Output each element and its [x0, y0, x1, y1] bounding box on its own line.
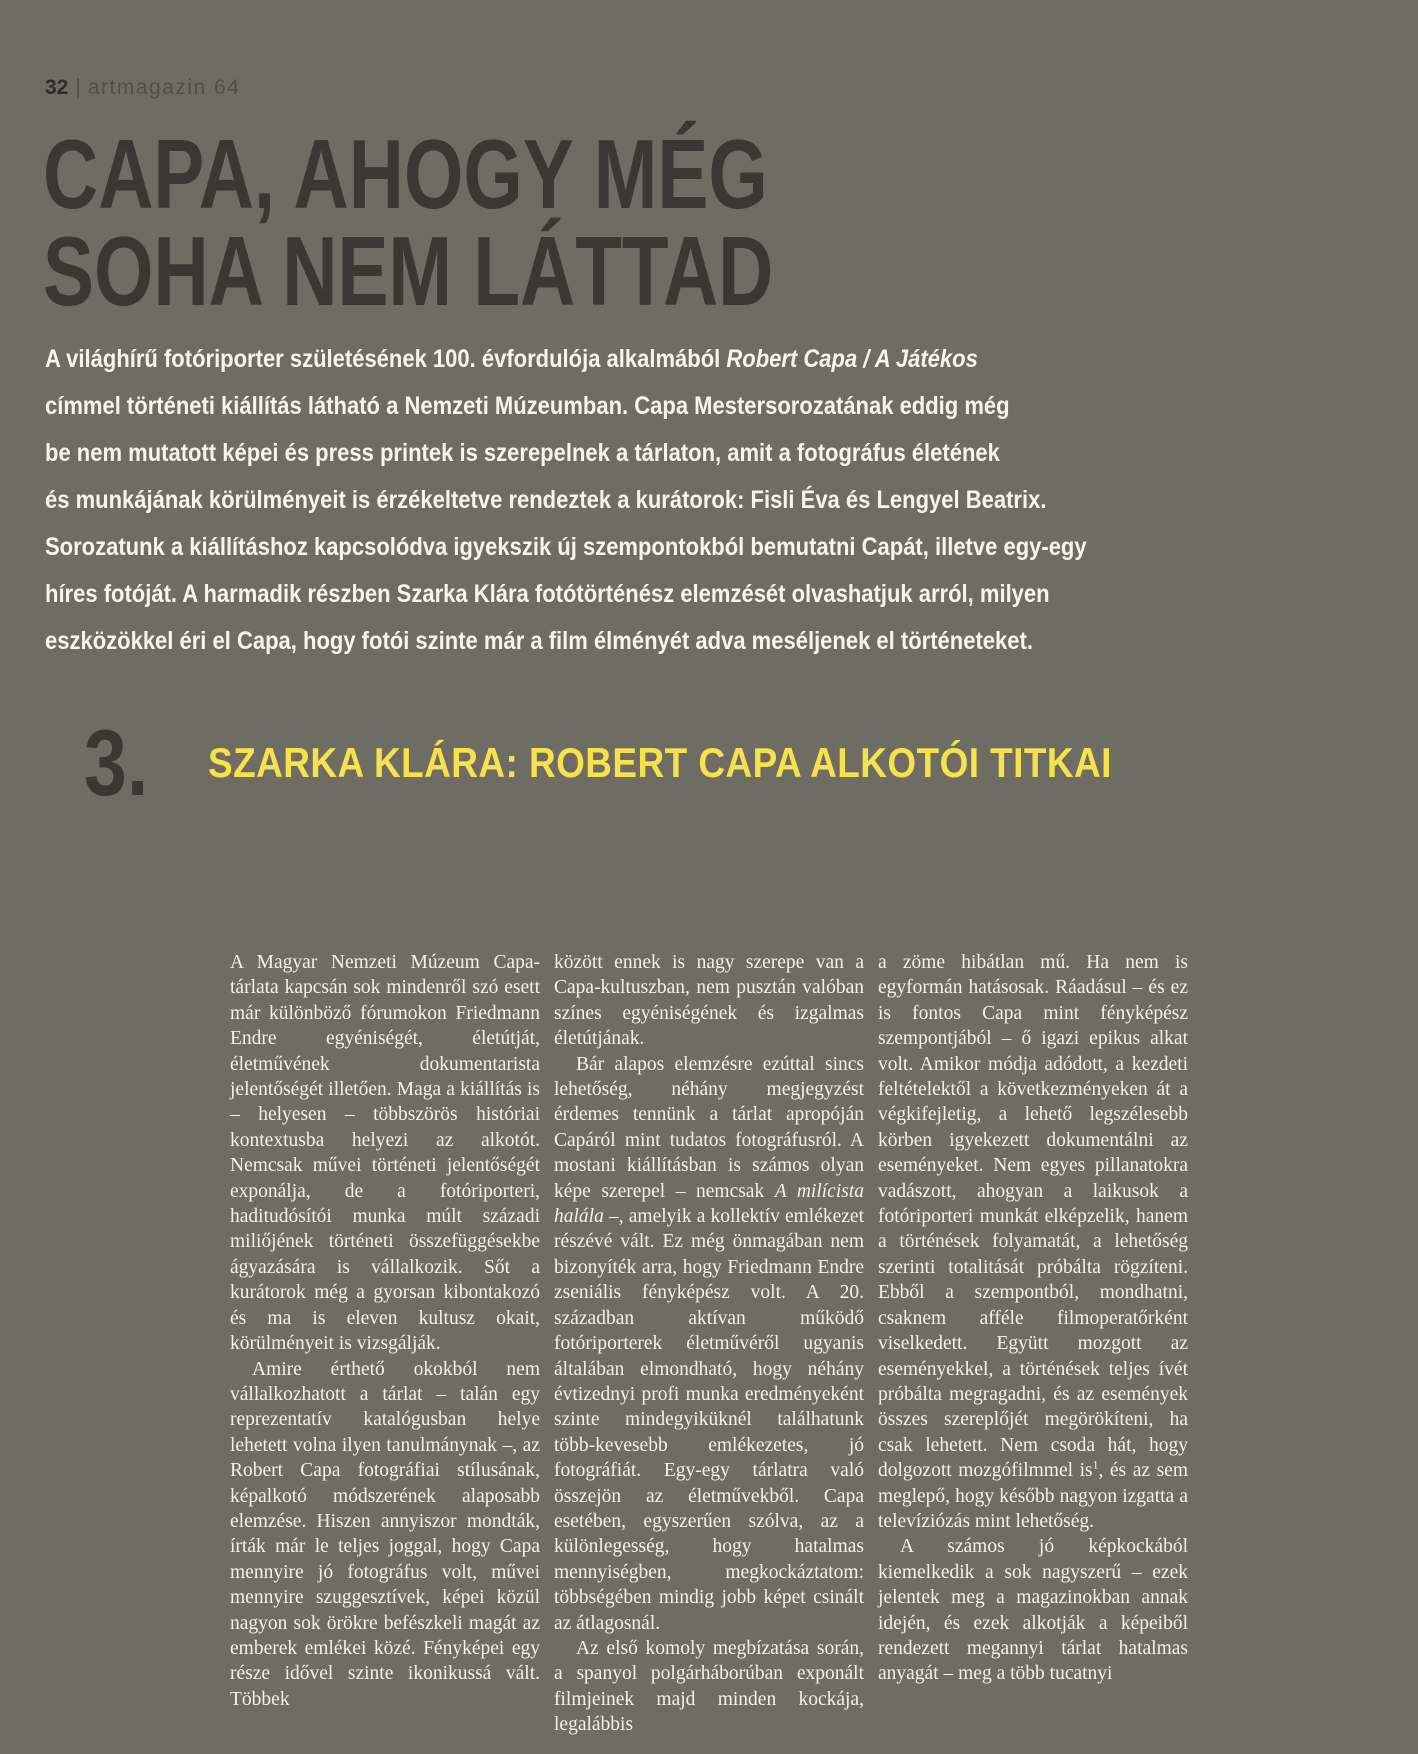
text-segment: A Magyar Nemzeti Múzeum Capa-tárlata kapcsán sok mindenről szó esett már különböző fórumokon Friedmann Endre egyéniségét, életútját, életművének dokumentarista jelentőségét illetően. Maga a kiállítás is – helyesen – többszörös históriai kontextusba helyezi az alkotót. Nemcsak művei történeti jelentőségét exponálja, de a fotóriporteri, haditudósítói munka múlt századi miliőjének történeti összefüggésekbe ágyazására is vállalkozik. Sőt a kurátorok még a gyorsan kibontakozó és ma is eleven kultusz okait, körülményeit is vizsgálják. [230, 952, 540, 1355]
body-paragraph [230, 950, 540, 1357]
lead-line-1 [45, 336, 1087, 383]
article-title-line2: SOHA NEM LÁTTAD [43, 216, 774, 326]
lead-line-5 [45, 524, 1087, 571]
lead-line-2 [45, 383, 1087, 430]
body-paragraph [554, 950, 864, 1052]
body-paragraph [554, 1636, 864, 1738]
text-segment: között ennek is nagy szerepe van a Capa-kultuszban, nem pusztán valóban színes egyéniségének és izgalmas életútjának. [554, 952, 864, 1050]
article-title [43, 119, 979, 326]
text-segment: A milícista halála [554, 1180, 864, 1228]
header-separator: | [75, 76, 81, 99]
text-segment: Robert Capa / A Játékos [726, 345, 978, 373]
body-paragraph [230, 1357, 540, 1713]
text-column-2 [554, 950, 864, 1738]
text-segment: Az első komoly megbízatása során, a spanyol polgárháborúban exponált filmjeinek majd minden kockája, legalábbis [554, 1637, 864, 1736]
lead-paragraph [45, 336, 1229, 665]
text-segment: eszközökkel éri el Capa, hogy fotói szinte már a film élményét adva meséljenek el történeteket. [45, 627, 1033, 655]
section-heading: SZARKA KLÁRA: ROBERT CAPA ALKOTÓI TITKAI [208, 739, 1112, 786]
text-segment: 1 [1092, 1458, 1099, 1472]
article-title-line1: CAPA, AHOGY MÉG [43, 119, 768, 229]
body-paragraph [878, 1534, 1188, 1686]
lead-line-6 [45, 571, 1087, 618]
page-number: 32 [45, 76, 69, 99]
text-segment: Amire érthető okokból nem vállalkozhatott a tárlat – talán egy reprezentatív katalógusban helye lehetett volna ilyen tanulmánynak –, az Robert Capa fotográfiai stílusának, képalkotó módszerének alaposabb elemzése. Hiszen annyiszor mondták, írták már le teljes joggal, hogy Capa mennyire jó fotográfus volt, művei mennyire szuggesztívek, képei közül nagyon sok örökre befészkeli magát az emberek emlékei közé. Fényképei egy része idővel szinte ikonikussá vált. Többek [230, 1358, 540, 1710]
text-segment: Sorozatunk a kiállításhoz kapcsolódva igyekszik új szempontokból bemutatni Capát, illetve egy-egy [45, 533, 1087, 561]
lead-line-7 [45, 618, 1087, 665]
magazine-title: artmagazin 64 [87, 76, 241, 99]
text-segment: –, amelyik a kollektív emlékezet részévé vált. Ez még önmagában nem bizonyíték arra, hogy Friedmann Endre zseniális fényképész volt. A 20. században aktívan működő fotóriporterek életművéről ugyanis általában elmondható, hogy néhány évtizednyi profi munka eredményeként szinte mindegyiküknél találhatunk több-kevesebb emlékezetes, jó fotográfiát. Egy-egy tárlatra való összejön az életművekből. Capa esetében, egyszerűen szólva, az a különlegesség, hogy hatalmas mennyiségben, megkockáztatom: többségében mindig jobb képet csinált az átlagosnál. [554, 1206, 864, 1634]
text-column-1 [230, 950, 540, 1738]
text-segment: be nem mutatott képei és press printek is szerepelnek a tárlaton, amit a fotográfus életének [45, 439, 1000, 467]
body-columns [230, 950, 1188, 1738]
section-number: 3. [84, 710, 149, 815]
lead-line-3 [45, 430, 1087, 477]
text-segment: A világhírű fotóriporter születésének 100. évfordulója alkalmából [45, 345, 727, 373]
text-segment: Bár alapos elemzésre ezúttal sincs lehetőség, néhány megjegyzést érdemes tennünk a tárlat apropóján Capáról mint tudatos fotográfusról. A mostani kiállításban is számos olyan képe szerepel – nemcsak [554, 1053, 864, 1202]
text-segment: címmel történeti kiállítás látható a Nemzeti Múzeumban. Capa Mestersorozatának eddig még [45, 392, 1010, 420]
text-segment: a zöme hibátlan mű. Ha nem is egyformán hatásosak. Ráadásul – és ez is fontos Capa mint fényképész szempontjából – ő igazi epikus alkat volt. Amikor módja adódott, a kezdeti feltételektől a következményeken át a végkifejletig, a lehető legszélesebb körben igyekezett dokumentálni az eseményeket. Nem egyes pillanatokra vadászott, ahogyan a laikusok a fotóriporteri munkát elképzelik, hanem a történések folyamatát, a lehetőség szerinti totalitását próbálta rögzíteni. Ebből a szempontból, mondhatni, csaknem afféle filmoperatőrként viselkedett. Együtt mozgott az eseményekkel, a történések teljes ívét próbálta megragadni, és az események összes szereplőjét megörökíteni, ha csak lehetett. Nem csoda hát, hogy dolgozott mozgófilmmel is [878, 952, 1188, 1482]
page-header [45, 76, 240, 100]
text-segment: A számos jó képkockából kiemelkedik a sok nagyszerű – ezek jelentek meg a magazinokban annak idején, és ezek alkotják a képeiből rendezett megannyi tárlat hatalmas anyagát – meg a több tucatnyi [878, 1536, 1188, 1685]
body-paragraph [878, 950, 1188, 1534]
text-segment: és munkájának körülményeit is érzékeltetve rendeztek a kurátorok: Fisli Éva és Lengyel Beatrix. [45, 486, 1047, 514]
text-segment: , és az sem meglepő, hogy később nagyon izgatta a televíziózás mint lehetőség. [878, 1460, 1188, 1532]
text-segment: híres fotóját. A harmadik részben Szarka Klára fotótörténész elemzését olvashatjuk arról, milyen [45, 580, 1050, 608]
body-paragraph [554, 1052, 864, 1636]
text-column-3 [878, 950, 1188, 1738]
lead-line-4 [45, 477, 1087, 524]
